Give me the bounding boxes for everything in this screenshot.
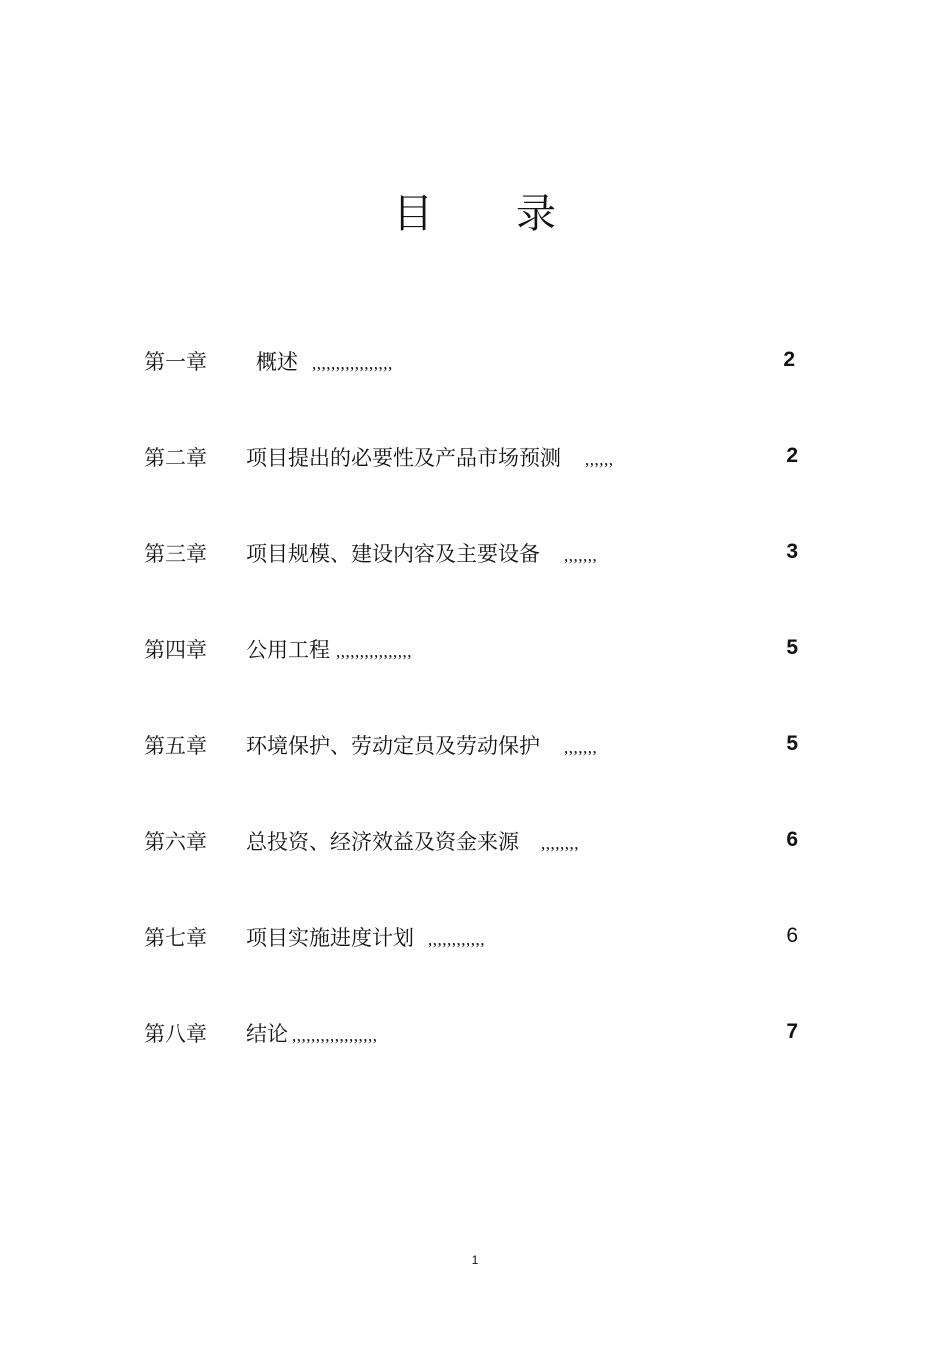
toc-chapter-number: 第三章 <box>144 542 207 566</box>
toc-entry-title: 公用工程 <box>246 638 330 662</box>
toc-chapter-number: 第六章 <box>144 830 207 854</box>
toc-row[interactable] <box>0 922 950 952</box>
toc-entry <box>246 442 614 472</box>
toc-chapter-number: 第五章 <box>144 734 207 758</box>
toc-page-number: 6 <box>786 828 798 851</box>
toc-row[interactable] <box>0 826 950 856</box>
toc-row[interactable] <box>0 730 950 760</box>
page-number: 1 <box>471 1253 479 1267</box>
toc-chapter-number: 第七章 <box>144 926 207 950</box>
toc-page-number: 2 <box>783 348 795 371</box>
toc-leader: ,,,,,,,,,,,,,,,, <box>336 642 412 661</box>
toc-entry-title: 项目提出的必要性及产品市场预测 <box>246 446 561 470</box>
toc-entry <box>246 1018 378 1048</box>
toc-row[interactable] <box>0 346 950 376</box>
toc-entry-title: 概述 <box>256 350 298 374</box>
toc-row[interactable] <box>0 442 950 472</box>
toc-entry <box>256 346 393 376</box>
toc-entry-title: 结论 <box>246 1022 288 1046</box>
toc-entry <box>246 730 597 760</box>
toc-leader: ,,,,,,,,,,,,,,,,, <box>312 354 393 373</box>
toc-entry-title: 项目规模、建设内容及主要设备 <box>246 542 540 566</box>
toc-page-number: 6 <box>786 924 798 947</box>
toc-chapter-number: 第二章 <box>144 446 207 470</box>
toc-page-number: 2 <box>786 444 798 467</box>
toc-leader: ,,,,,,,,,,,, <box>428 930 485 949</box>
toc-entry <box>246 634 412 664</box>
toc-chapter-number: 第四章 <box>144 638 207 662</box>
toc-chapter-number: 第八章 <box>144 1022 207 1046</box>
toc-entry-title: 项目实施进度计划 <box>246 926 414 950</box>
toc-entry-title: 环境保护、劳动定员及劳动保护 <box>246 734 540 758</box>
toc-row[interactable] <box>0 634 950 664</box>
toc-page-number: 5 <box>786 732 798 755</box>
toc-entry-title: 总投资、经济效益及资金来源 <box>246 830 519 854</box>
toc-leader: ,,,,,,, <box>564 546 598 565</box>
toc-heading-char-2: 录 <box>516 191 556 237</box>
toc-leader: ,,,,,,, <box>564 738 598 757</box>
toc-entry <box>246 538 597 568</box>
toc-page-number: 7 <box>786 1020 798 1043</box>
toc-page-number: 5 <box>786 636 798 659</box>
toc-leader: ,,,,,,,, <box>541 834 579 853</box>
toc-entry <box>246 826 579 856</box>
toc-page-number: 3 <box>786 540 798 563</box>
toc-leader: ,,,,,,,,,,,,,,,,,, <box>292 1026 378 1045</box>
toc-leader: ,,,,,, <box>585 450 614 469</box>
toc-row[interactable] <box>0 1018 950 1048</box>
toc-chapter-number: 第一章 <box>144 350 207 374</box>
toc-entry <box>246 922 485 952</box>
toc-row[interactable] <box>0 538 950 568</box>
toc-heading-char-1: 目 <box>393 191 433 237</box>
